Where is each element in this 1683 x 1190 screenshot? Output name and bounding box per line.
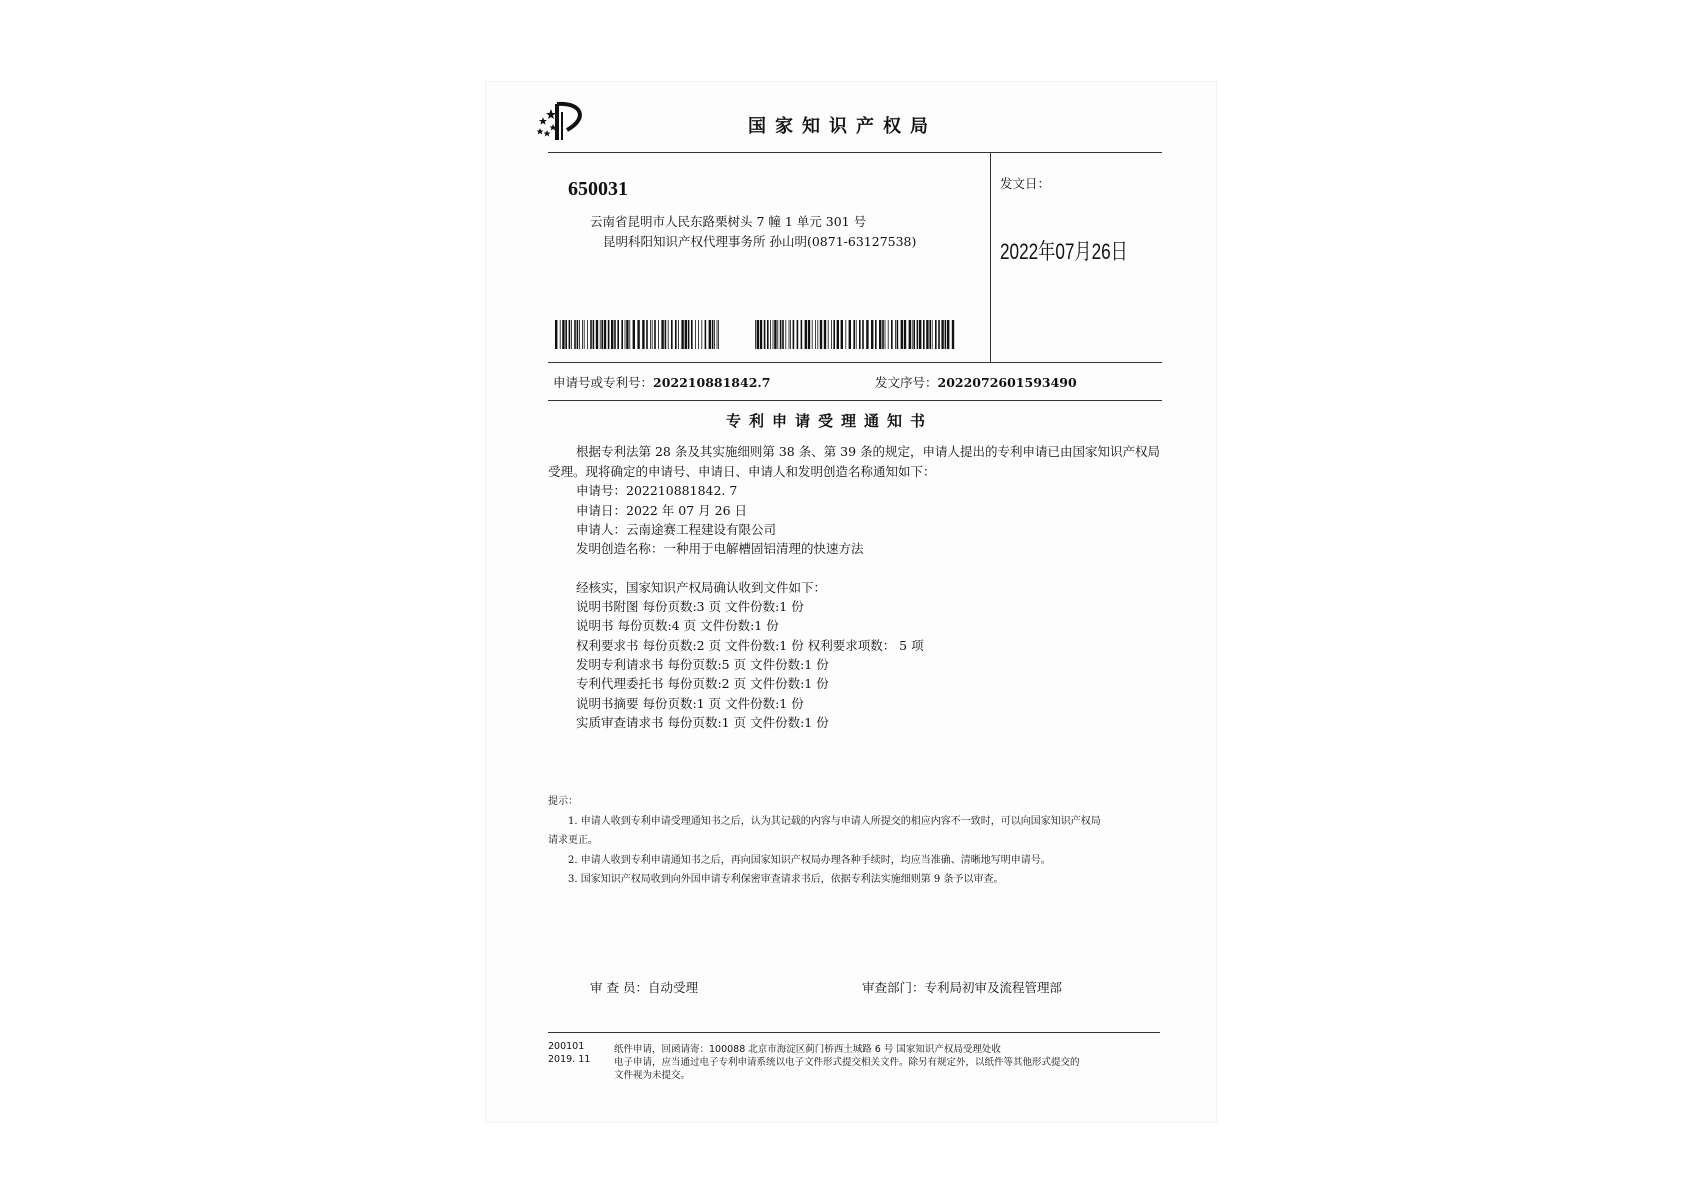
document-number-label: 发文序号： [875,375,938,390]
postal-code: 650031 [568,178,628,200]
application-number-line [553,373,770,391]
footer-line-2: 电子申请，应当通过电子专利申请系统以电子文件形式提交相关文件。除另有规定外，以纸件等其他形式提交的 [614,1057,1080,1068]
application-number-detail: 申请号：202210881842. 7 [576,483,738,498]
invention-title-detail: 发明创造名称：一种用于电解槽固铝清理的快速方法 [576,541,864,556]
footer-divider [548,1032,1160,1033]
applicant-detail: 申请人：云南途赛工程建设有限公司 [576,522,777,537]
footer-line-1: 纸件申请，回函请寄：100088 北京市海淀区蓟门桥西土城路 6 号 国家知识产权局受理处收 [614,1044,1001,1055]
footer-line-3: 文件视为未提交。 [614,1070,691,1081]
mid-divider [548,362,1162,363]
examining-department: 审查部门：专利局初审及流程管理部 [862,980,1063,995]
form-code: 200101 [548,1041,585,1052]
document-number-value: 2022072601593490 [937,375,1077,390]
barcode-2 [755,320,955,349]
intro-line-2: 受理。现将确定的申请号、申请日、申请人和发明创造名称通知如下： [548,464,936,479]
issue-date: 2022年07月26日 [1000,239,1128,264]
tip-2: 2. 申请人收到专利申请通知书之后，再向国家知识产权局办理各种手续时，均应当准确、清晰地写明申请号。 [568,855,1051,866]
tip-3: 3. 国家知识产权局收到向外国申请专利保密审查请求书后，依据专利法实施细则第 9 条予以审查。 [568,874,1004,885]
number-divider [548,400,1162,401]
header-divider [548,152,1162,153]
document-item: 权利要求书 每份页数:2 页 文件份数:1 份 权利要求项数： 5 项 [576,638,924,653]
cnipa-logo-icon [537,100,593,142]
intro-line-1: 根据专利法第 28 条及其实施细则第 38 条、第 39 条的规定，申请人提出的专利申请已由国家知识产权局 [576,444,1161,459]
barcode-1 [555,320,720,349]
tip-1-line-1: 1. 申请人收到专利申请受理通知书之后，认为其记载的内容与申请人所提交的相应内容不一致时，可以向国家知识产权局 [568,816,1101,827]
recipient-address: 云南省昆明市人民东路栗树头 7 幢 1 单元 301 号 [590,214,867,229]
tips-heading: 提示： [548,796,578,807]
tip-1-line-2: 请求更正。 [548,835,598,846]
vertical-divider [990,152,991,362]
agent-name: 昆明科阳知识产权代理事务所 孙山明(0871-63127538) [603,234,917,249]
notice-title: 专利申请受理通知书 [726,412,934,430]
document-item: 说明书摘要 每份页数:1 页 文件份数:1 份 [576,696,804,711]
form-version: 2019. 11 [548,1054,591,1065]
document-item: 发明专利请求书 每份页数:5 页 文件份数:1 份 [576,657,829,672]
office-name: 国家知识产权局 [748,116,937,137]
document-item: 专利代理委托书 每份页数:2 页 文件份数:1 份 [576,676,829,691]
filing-date-detail: 申请日：2022 年 07 月 26 日 [576,503,747,518]
document-item: 说明书附图 每份页数:3 页 文件份数:1 份 [576,599,804,614]
examiner: 审 查 员：自动受理 [590,980,698,995]
issue-date-label: 发文日： [1000,176,1051,191]
application-number-value: 202210881842.7 [653,375,771,390]
document-item: 说明书 每份页数:4 页 文件份数:1 份 [576,618,779,633]
document-item: 实质审查请求书 每份页数:1 页 文件份数:1 份 [576,715,829,730]
document-number-line [875,373,1077,391]
received-intro: 经核实，国家知识产权局确认收到文件如下： [576,580,827,595]
application-number-label: 申请号或专利号： [553,375,654,390]
